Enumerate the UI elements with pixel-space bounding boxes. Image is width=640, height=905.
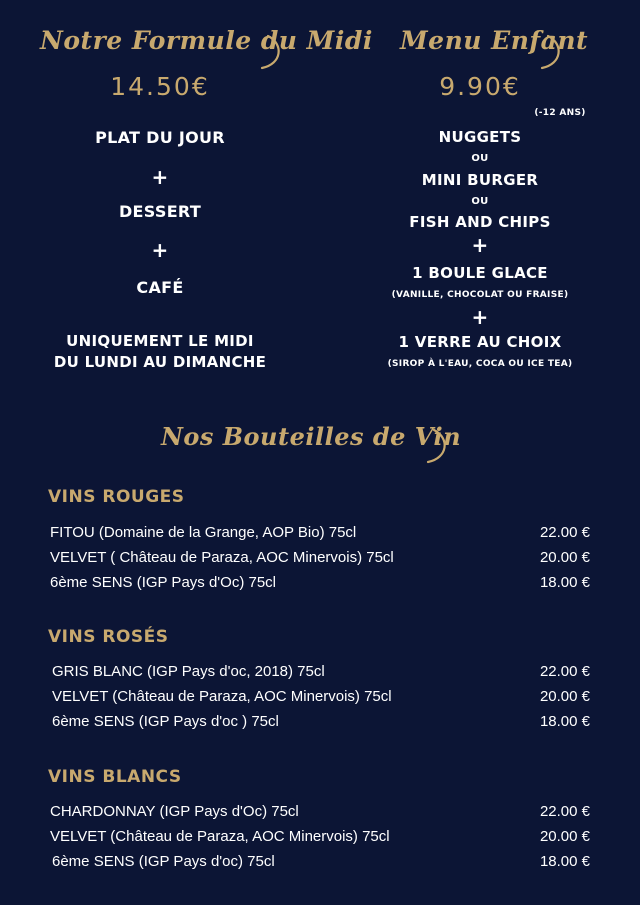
wine-price: 20.00 € (539, 828, 590, 845)
swoosh-decoration-icon (258, 34, 288, 74)
wines-heading (0, 422, 640, 451)
enfant-choice-nuggets: NUGGETS (438, 128, 522, 146)
wine-row (50, 828, 590, 850)
menu-enfant-price: 9.90€ (439, 72, 521, 101)
wine-row (50, 803, 590, 825)
wine-name: VELVET ( Château de Paraza, AOC Minervois) 75cl (50, 549, 394, 566)
formule-note-line1: UNIQUEMENT LE MIDI (66, 332, 254, 350)
formule-plus-1: + (151, 165, 169, 189)
wine-name: FITOU (Domaine de la Grange, AOP Bio) 75cl (50, 524, 357, 541)
enfant-choice-fish: FISH AND CHIPS (409, 213, 551, 231)
enfant-choice-burger: MINI BURGER (421, 171, 539, 189)
wine-price: 22.00 € (539, 663, 590, 680)
wine-name: VELVET (Château de Paraza, AOC Minervois) 75cl (50, 828, 390, 845)
wine-price: 18.00 € (539, 713, 590, 730)
wine-name: 6ème SENS (IGP Pays d'oc ) 75cl (52, 713, 279, 730)
formule-item-plat: PLAT DU JOUR (95, 128, 225, 147)
formule-item-cafe: CAFÉ (136, 278, 184, 297)
enfant-verre: 1 VERRE AU CHOIX (398, 333, 562, 351)
menu-enfant-age: (-12 ANS) (534, 108, 586, 118)
wine-name: CHARDONNAY (IGP Pays d'Oc) 75cl (50, 803, 299, 820)
wine-section-rouges-title: VINS ROUGES (48, 487, 185, 507)
wine-price: 20.00 € (539, 688, 590, 705)
wine-price: 18.00 € (539, 853, 590, 870)
wine-row (52, 688, 590, 710)
swoosh-decoration-icon (538, 34, 568, 74)
wine-price: 22.00 € (539, 524, 590, 541)
wine-price: 18.00 € (539, 574, 590, 591)
wine-section-blancs-title: VINS BLANCS (48, 767, 182, 787)
formule-note-line2: DU LUNDI AU DIMANCHE (53, 353, 267, 371)
wine-row (50, 574, 590, 596)
formule-plus-2: + (151, 238, 169, 262)
wine-row (52, 853, 590, 875)
menu-enfant-title: Menu Enfant (400, 26, 589, 55)
enfant-glace: 1 BOULE GLACE (412, 264, 548, 282)
wine-name: VELVET (Château de Paraza, AOC Minervois) 75cl (52, 688, 392, 705)
enfant-plus-2: + (471, 305, 489, 329)
enfant-or-1: OU (471, 153, 489, 164)
wine-row (52, 663, 590, 685)
enfant-or-2: OU (471, 196, 489, 207)
wine-row (50, 524, 590, 546)
formule-midi-price: 14.50€ (110, 72, 210, 101)
wine-row (50, 549, 590, 571)
enfant-glace-detail: (VANILLE, CHOCOLAT OU FRAISE) (391, 290, 569, 300)
wine-row (52, 713, 590, 735)
formule-item-dessert: DESSERT (118, 202, 202, 221)
enfant-plus-1: + (471, 233, 489, 257)
wines-title: Nos Bouteilles de Vin (160, 422, 462, 451)
wine-name: 6ème SENS (IGP Pays d'oc) 75cl (52, 853, 275, 870)
wine-name: GRIS BLANC (IGP Pays d'oc, 2018) 75cl (52, 663, 325, 680)
wine-section-roses-title: VINS ROSÉS (48, 627, 169, 647)
wine-name: 6ème SENS (IGP Pays d'Oc) 75cl (50, 574, 277, 591)
formule-midi-title: Notre Formule du Midi (40, 26, 373, 55)
enfant-verre-detail: (SIROP À L'EAU, COCA OU ICE TEA) (387, 359, 573, 369)
wine-price: 20.00 € (539, 549, 590, 566)
wine-price: 22.00 € (539, 803, 590, 820)
swoosh-decoration-icon (424, 428, 454, 468)
formule-midi-heading (40, 26, 373, 55)
